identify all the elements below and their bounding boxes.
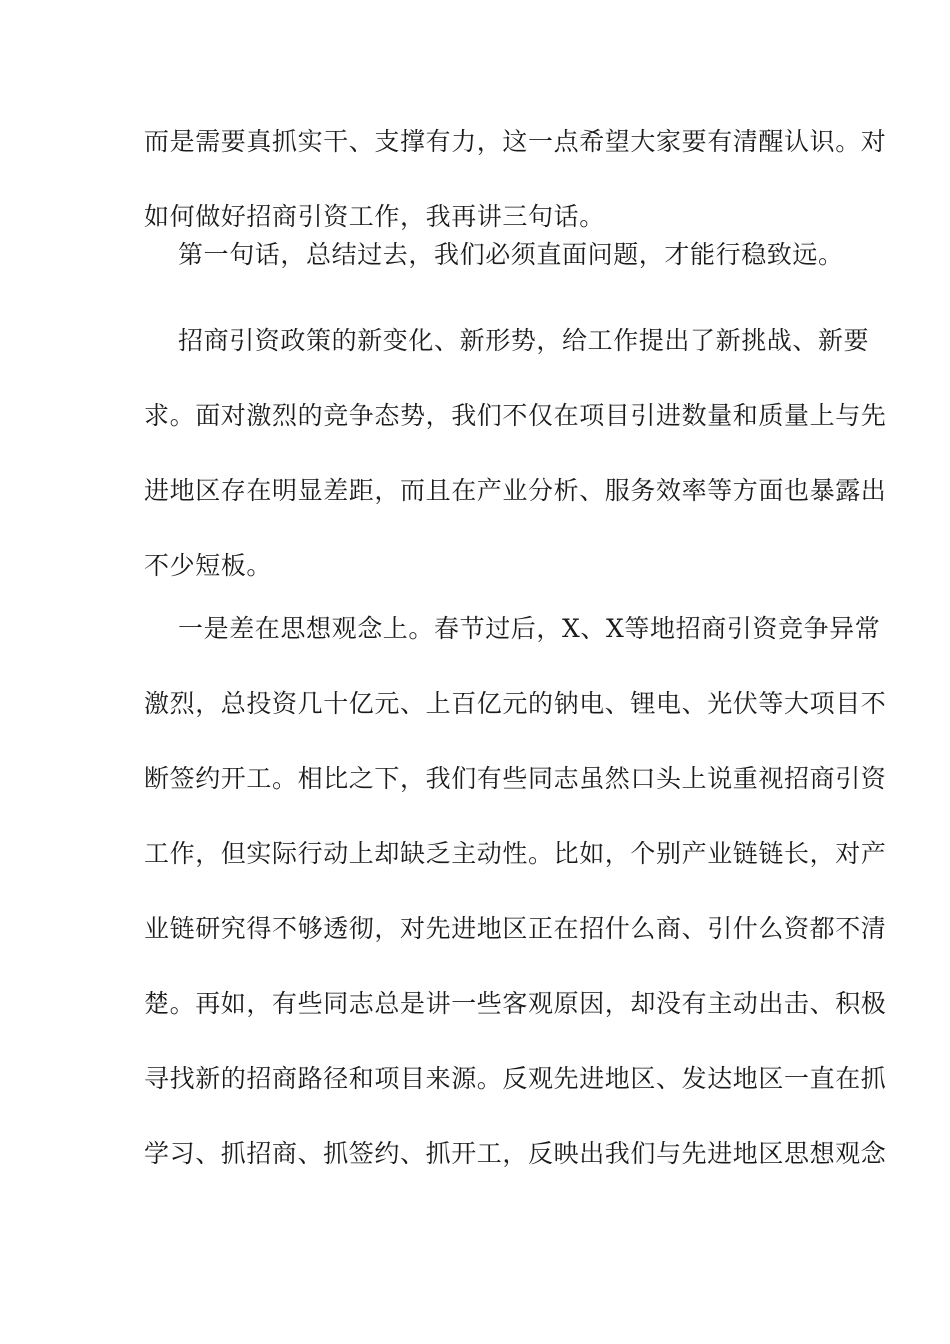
paragraph-line: 激烈，总投资几十亿元、上百亿元的钠电、锂电、光伏等大项目不	[144, 689, 887, 718]
paragraph-line: 招商引资政策的新变化、新形势，给工作提出了新挑战、新要	[178, 326, 870, 355]
paragraph-line: 工作，但实际行动上却缺乏主动性。比如，个别产业链链长，对产	[144, 839, 887, 868]
paragraph-line: 学习、抓招商、抓签约、抓开工，反映出我们与先进地区思想观念	[144, 1139, 887, 1168]
paragraph-line: 一是差在思想观念上。春节过后，X、X等地招商引资竞争异常	[178, 614, 881, 643]
section-heading-line: 第一句话，总结过去，我们必须直面问题，才能行稳致远。	[178, 240, 844, 269]
paragraph-line: 求。面对激烈的竞争态势，我们不仅在项目引进数量和质量上与先	[144, 401, 887, 430]
paragraph-line: 如何做好招商引资工作，我再讲三句话。	[144, 202, 605, 231]
paragraph-line: 而是需要真抓实干、支撑有力，这一点希望大家要有清醒认识。对	[144, 127, 887, 156]
paragraph-line: 寻找新的招商路径和项目来源。反观先进地区、发达地区一直在抓	[144, 1064, 887, 1093]
paragraph-line: 断签约开工。相比之下，我们有些同志虽然口头上说重视招商引资	[144, 764, 887, 793]
paragraph-line: 不少短板。	[144, 551, 273, 580]
paragraph-line: 进地区存在明显差距，而且在产业分析、服务效率等方面也暴露出	[144, 476, 887, 505]
paragraph-line: 楚。再如，有些同志总是讲一些客观原因，却没有主动出击、积极	[144, 989, 887, 1018]
paragraph-line: 业链研究得不够透彻，对先进地区正在招什么商、引什么资都不清	[144, 914, 887, 943]
